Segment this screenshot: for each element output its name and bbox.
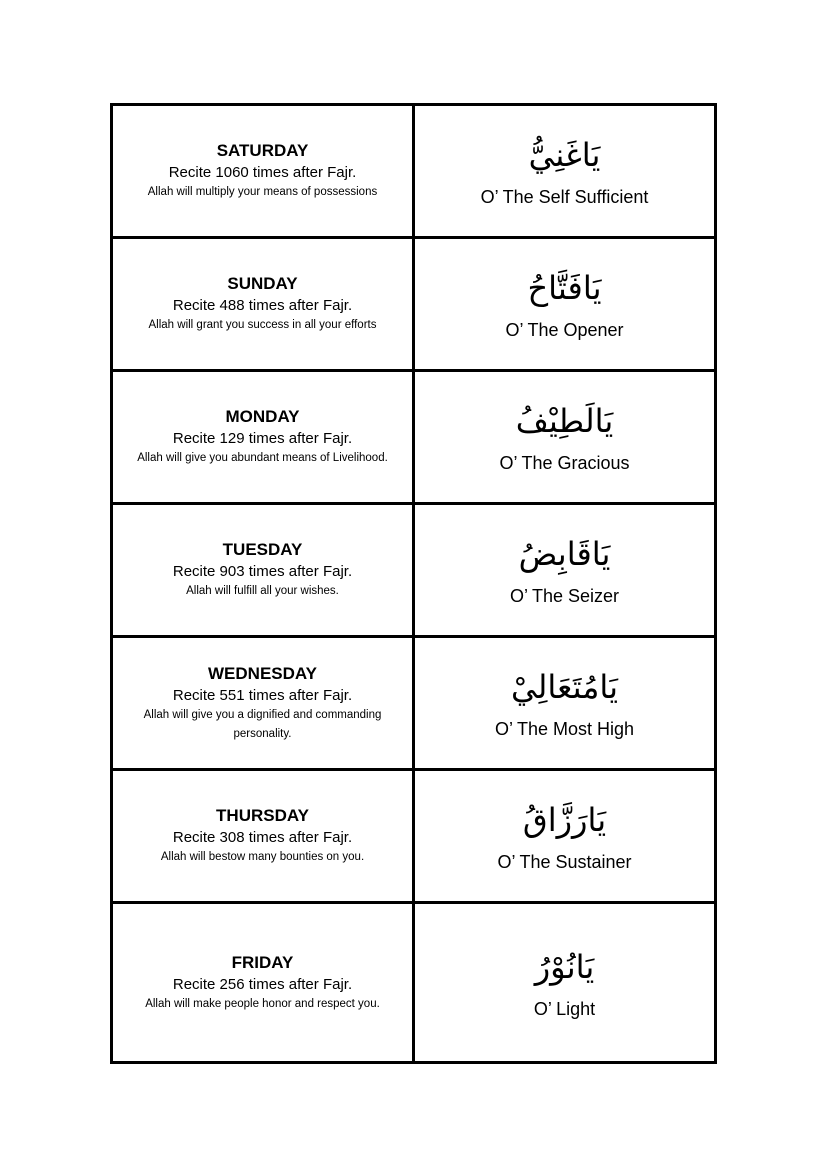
recite-instruction: Recite 551 times after Fajr. xyxy=(172,686,353,704)
name-translation: O’ The Most High xyxy=(494,719,635,739)
day-cell-saturday xyxy=(113,106,415,239)
day-name: TUESDAY xyxy=(222,540,303,559)
arabic-name: يَافَتَّاحُ xyxy=(527,269,602,307)
day-cell-monday xyxy=(113,372,415,505)
benefit-text: Allah will fulfill all your wishes. xyxy=(186,585,339,597)
benefit-text: Allah will make people honor and respect you. xyxy=(145,997,380,1010)
day-name: SUNDAY xyxy=(227,274,298,293)
recite-instruction: Recite 308 times after Fajr. xyxy=(172,829,353,846)
day-cell-tuesday xyxy=(113,505,415,638)
name-translation: O’ The Opener xyxy=(505,320,624,340)
arabic-name: يَارَزَّاقُ xyxy=(522,801,607,839)
name-translation: O’ The Sustainer xyxy=(497,852,632,872)
benefit-text: Allah will multiply your means of possessions xyxy=(147,186,378,198)
benefit-text: Allah will give you abundant means of Livelihood. xyxy=(137,452,388,464)
arabic-name: يَانُوْرُ xyxy=(534,947,595,986)
recite-instruction: Recite 903 times after Fajr. xyxy=(172,563,353,580)
name-cell-friday xyxy=(415,904,714,1061)
daily-dhikr-table xyxy=(110,103,717,1064)
day-name: FRIDAY xyxy=(231,952,294,972)
day-cell-sunday xyxy=(113,239,415,372)
benefit-text: Allah will bestow many bounties on you. xyxy=(160,851,365,863)
name-cell-wednesday xyxy=(415,638,714,771)
name-cell-saturday xyxy=(415,106,714,239)
recite-instruction: Recite 1060 times after Fajr. xyxy=(168,164,357,181)
recite-instruction: Recite 129 times after Fajr. xyxy=(172,430,353,447)
day-cell-friday xyxy=(113,904,415,1061)
name-cell-sunday xyxy=(415,239,714,372)
day-cell-wednesday xyxy=(113,638,415,771)
day-name: THURSDAY xyxy=(216,806,309,825)
day-name: MONDAY xyxy=(225,407,300,426)
arabic-name: يَاقَابِضُ xyxy=(518,535,611,573)
day-cell-thursday xyxy=(113,771,415,904)
name-translation: O’ The Self Sufficient xyxy=(480,187,649,207)
recite-instruction: Recite 488 times after Fajr. xyxy=(172,297,353,314)
arabic-name: يَامُتَعَالِيْ xyxy=(510,668,619,706)
name-cell-thursday xyxy=(415,771,714,904)
arabic-name: يَاغَنِيُّ xyxy=(528,136,601,174)
name-translation: O’ The Gracious xyxy=(499,453,630,473)
benefit-text: Allah will give you a dignified and commanding personality. xyxy=(143,708,382,740)
benefit-text: Allah will grant you success in all your efforts xyxy=(148,319,377,331)
name-translation: O’ The Seizer xyxy=(509,586,620,606)
recite-instruction: Recite 256 times after Fajr. xyxy=(172,975,353,993)
name-cell-tuesday xyxy=(415,505,714,638)
arabic-name: يَالَطِيْفُ xyxy=(515,402,614,440)
day-name: SATURDAY xyxy=(216,141,309,160)
name-translation: O’ Light xyxy=(533,998,596,1019)
name-cell-monday xyxy=(415,372,714,505)
day-name: WEDNESDAY xyxy=(208,663,317,683)
